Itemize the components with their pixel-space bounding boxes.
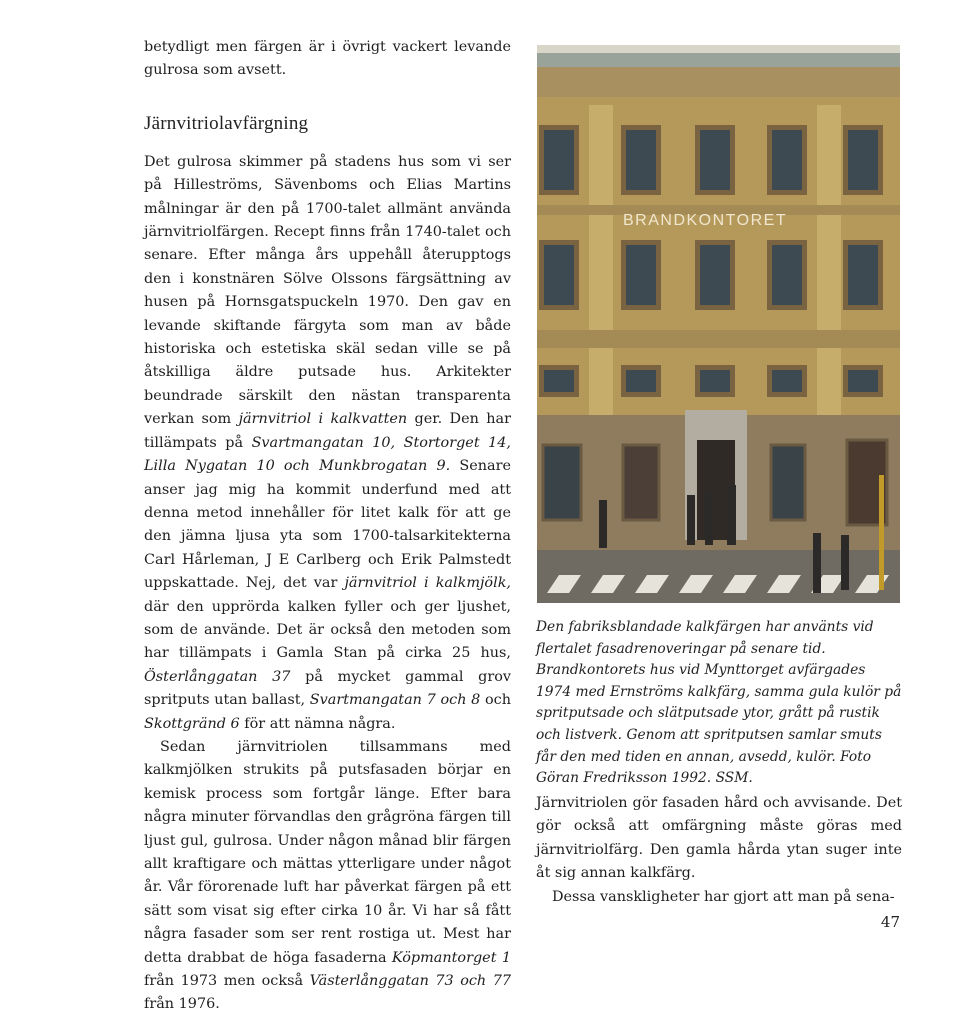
- italic-run: Svartmangatan 7 och 8: [309, 692, 481, 709]
- italic-run: Skottgränd 6: [144, 715, 240, 732]
- text-run: ger. Den har tillämpats på: [144, 411, 511, 451]
- window-glass: [544, 370, 574, 392]
- text-run: Senare anser jag mig ha kommit underfund med att denna metod innehåller för litet kalk för att ge den jämna ljusa yta som 1700-talsarkitekterna Carl Hårleman, J E Carlberg och Erik Palmstedt uppskattade. Nej, det var: [144, 458, 511, 592]
- text-run: på mycket gammal grov spritputs utan ballast,: [144, 668, 511, 709]
- body-paragraph-1: [144, 151, 511, 736]
- italic-run: Österlånggatan 37: [144, 668, 291, 685]
- window-glass: [626, 370, 656, 392]
- page-number: 47: [880, 913, 900, 931]
- window-glass: [626, 130, 656, 190]
- window-glass: [700, 130, 730, 190]
- window-glass: [772, 130, 802, 190]
- section-heading: Järnvitriolavfärgning: [144, 112, 309, 134]
- brandkontoret-facade-illustration: [537, 45, 900, 603]
- window-glass: [848, 245, 878, 305]
- italic-run: järnvitriol i kalkvatten: [238, 411, 408, 428]
- window-glass: [848, 370, 878, 392]
- text-run: för att nämna några.: [239, 715, 396, 732]
- text-run: Sedan järnvitriolen tillsammans med kalkmjölken strukits på putsfasaden börjar en kemisk process som fortgår länge. Efter bara några minuter förvandlas den grågröna färgen till ljust gul, gulrosa. Under någon månad blir färgen allt kraftigare och mättas ytterligare under något år. Vår förorenade luft har påverkat färgen på ett sätt som visat sig efter cirka 10 år. Vi har så fått några fasader som ser rent rostiga ut. Mest har detta drabbat de höga fasaderna: [144, 738, 511, 966]
- window-glass: [700, 370, 730, 392]
- intro-paragraph: betydligt men färgen är i övrigt vackert levande gulrosa som avsett.: [144, 39, 511, 79]
- window-glass: [544, 130, 574, 190]
- building-photo: [537, 45, 900, 603]
- italic-run: Köpmantorget 1: [391, 949, 511, 966]
- left-column: [144, 36, 511, 1017]
- window-glass: [848, 130, 878, 190]
- photo-caption: Den fabriksblandade kalkfärgen har använts vid flertalet fasadrenoveringar på senare tid. Brandkontorets hus vid Mynttorget avfärgades 1974 med Ernströms kalkfärg, samma gula kulör på spritputsade och slätputsade ytor, grått på rustik och listverk. Genom att spritputsen samlar smuts får den med tiden en annan, avsedd, kulör. Foto Göran Fredriksson 1992. SSM.: [536, 619, 902, 787]
- window-glass: [700, 245, 730, 305]
- body-paragraph-2: [144, 736, 511, 1017]
- right-paragraph-2: Dessa vanskligheter har gjort att man på sena-: [552, 888, 895, 905]
- window-glass: [772, 370, 802, 392]
- text-run: från 1976.: [144, 996, 220, 1013]
- italic-run: järnvitriol i kalkmjölk,: [344, 575, 511, 592]
- italic-run: Västerlånggatan 73 och 77: [309, 973, 512, 990]
- text-run: från 1973 men också: [144, 973, 310, 990]
- window-glass: [626, 245, 656, 305]
- text-run: och: [480, 692, 511, 709]
- right-column-text: [536, 792, 902, 909]
- text-run: Det gulrosa skimmer på stadens hus som vi ser på Hilleströms, Sävenboms och Elias Martins målningar är den på 1700-talet allmänt använda järnvitriolfärgen. Recept finns från 1740-talet och senare. Efter många års uppehåll återupptogs den i konstnären Sölve Olssons färgsättning av husen på Hornsgatspuckeln 1970. Den gav en levande skiftande färgyta som man av både historiska och estetiska skäl sedan ville se på åtskilliga äldre putsade hus. Arkitekter beundrade särskilt den nästan transparenta verkan som: [144, 153, 511, 428]
- italic-run: Svartmangatan 10, Stortorget 14, Lilla Nygatan 10 och Munkbrogatan 9.: [144, 434, 511, 475]
- sign-text: BRANDKONTORET: [623, 212, 788, 229]
- window-glass: [772, 245, 802, 305]
- window-glass: [544, 245, 574, 305]
- text-run: där den upprörda kalken fyller och ger ljushet, som de använde. Det är också den metoden som har tillämpats i Gamla Stan på cirka 25 hus,: [144, 598, 511, 662]
- right-paragraph-1: Järnvitriolen gör fasaden hård och avvisande. Det gör också att omfärgning måste göras med järnvitriolfärg. Den gamla hårda ytan suger inte åt sig annan kalkfärg.: [536, 795, 902, 882]
